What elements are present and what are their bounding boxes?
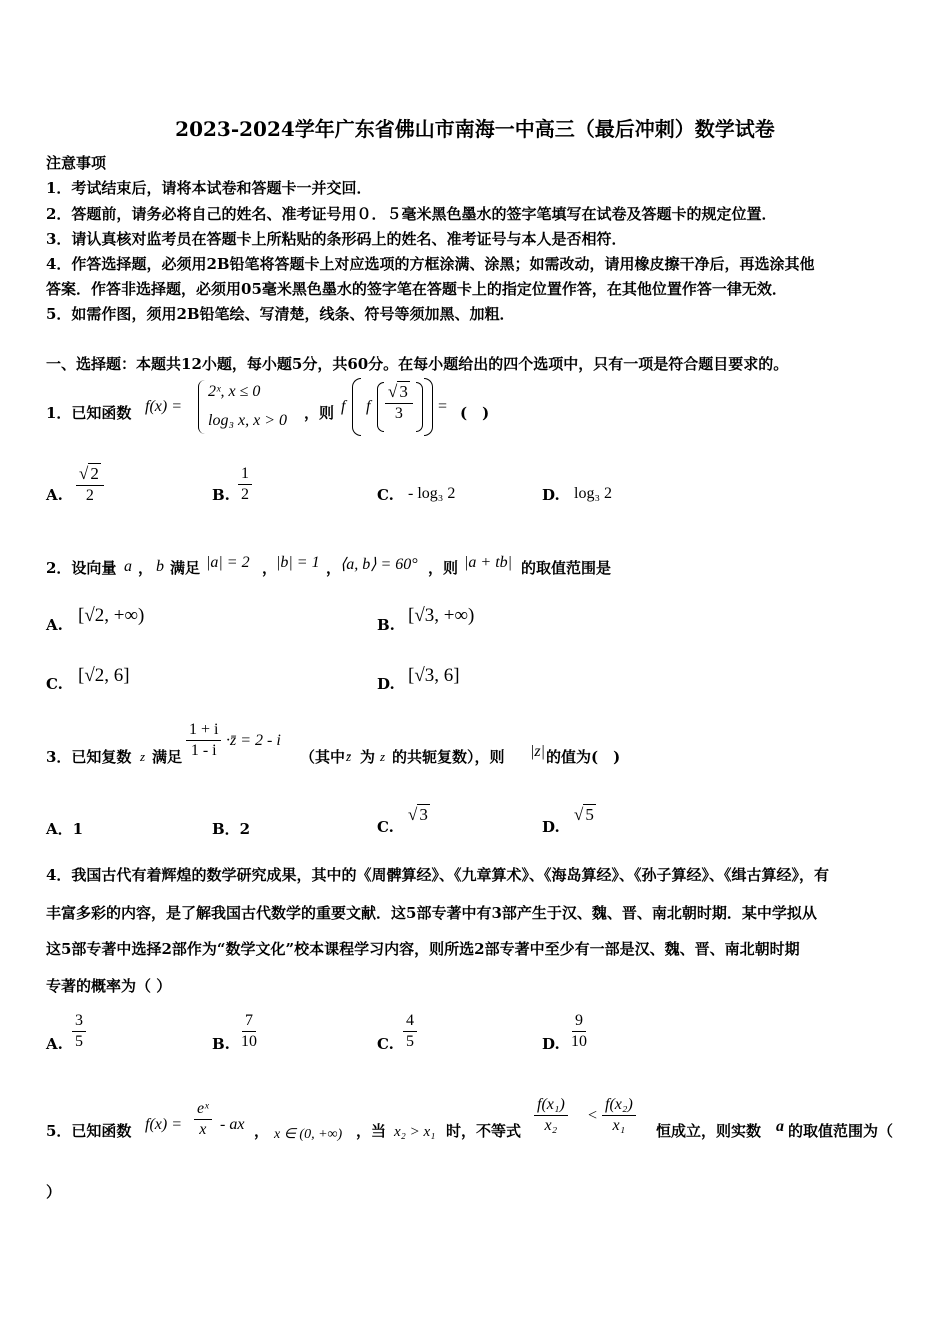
q1-sqrt-num: 3 — [399, 382, 408, 401]
q1-stem-start: 1．已知函数 — [46, 404, 132, 422]
q2-option-d-label: D. — [377, 675, 395, 693]
q2-stem-then: ，则 — [428, 559, 459, 577]
notice-item-3: 3．请认真核对监考员在答题卡上所粘贴的条形码上的姓名、准考证号与本人是否相符． — [46, 230, 627, 248]
q4-option-a-label: A. — [46, 1035, 63, 1053]
notice-item-4-cont: 答案．作答非选择题，必须用05毫米黑色墨水的签字笔在答题卡上的指定位置作答，在其他位置作答一律无效． — [46, 280, 787, 298]
q2-cond-1: |a| = 2 — [206, 554, 250, 571]
q5-frac-den: x — [199, 1121, 207, 1138]
q2-stem-cond: 满足 — [170, 559, 201, 577]
q5-domain: x ∈ (0, +∞) — [274, 1127, 343, 1142]
q4-option-b-label: B. — [212, 1035, 230, 1053]
q1-option-b-label: B. — [212, 486, 230, 504]
q1-paren-close — [424, 378, 433, 436]
q1-option-d-label: D. — [542, 486, 560, 504]
q1-option-a-label: A. — [46, 486, 63, 504]
q5-cond: x₂ > x₁ — [394, 1124, 436, 1140]
q1-case-2: log₃ x, x > 0 — [208, 412, 288, 429]
q3-equation-rest: ·z̄ = 2 - i — [226, 732, 281, 749]
q1-case-1: 2ˣ, x ≤ 0 — [208, 383, 261, 400]
q4-option-d-label: D. — [542, 1035, 560, 1053]
q2-option-a-label: A. — [46, 616, 63, 634]
q5-fx: f(x) = — [145, 1116, 182, 1133]
q2-vector-b: b — [156, 558, 164, 575]
q4-line-2: 丰富多彩的内容，是了解我国古代数学的重要文献．这5部专著中有3部产生于汉、魏、晋、南北朝时期．某中学拟从 — [46, 904, 817, 922]
q5-stem-ineq: 时，不等式 — [446, 1122, 522, 1140]
q2-stem-start: 2．设向量 — [46, 559, 117, 577]
q3-stem-paren: （其中 — [300, 748, 346, 766]
q5-lt: < — [588, 1107, 598, 1124]
q1-fraction: $\frac{√ 3}{3}$ — [385, 382, 413, 424]
q2-sep-3: ， — [326, 559, 342, 577]
q3-option-a: A．1 — [46, 820, 84, 838]
q4-line-1: 4．我国古代有着辉煌的数学研究成果，其中的《周髀算经》、《九章算术》、《海岛算经》、《孙子算经》、《缉古算经》，有 — [46, 866, 829, 884]
q3-frac-den: 1 - i — [190, 742, 217, 759]
notice-item-1: 1．考试结束后，请将本试卷和答题卡一并交回． — [46, 179, 372, 197]
q1-den: 3 — [394, 405, 403, 422]
q2-cond-3: ⟨a, b⟩ = 60° — [340, 556, 418, 573]
q5-close-paren: ） — [46, 1183, 62, 1201]
q2-stem-end: 的取值范围是 — [521, 559, 612, 577]
q3-zbar: z̄ — [346, 749, 352, 764]
q2-expr: |a + tb| — [464, 554, 513, 571]
q3-stem-start: 3．已知复数 — [46, 748, 132, 766]
q3-absz: |z| — [530, 743, 546, 760]
q1-f-inner: f — [366, 398, 371, 415]
q3-fraction — [186, 720, 221, 761]
section-heading: 一、选择题：本题共12小题，每小题5分，共60分。在每小题给出的四个选项中，只有一项是符合题目要求的。 — [46, 355, 789, 373]
q5-fraction — [194, 1099, 212, 1140]
q3-stem-end: 的值为( ) — [546, 748, 621, 766]
q3-frac-num: 1 + i — [186, 720, 221, 741]
q4-line-4: 专著的概率为（ ） — [46, 977, 172, 995]
q1-option-c-label: C. — [377, 486, 394, 504]
q4-option-c-label: C. — [377, 1035, 394, 1053]
q3-stem-wei: 为 — [360, 748, 376, 766]
q5-ineq-left: $\frac{\text{f(x₁)}}{\text{x₂}}$ — [534, 1095, 568, 1136]
q3-z: z — [140, 749, 146, 764]
q5-comma: ， — [254, 1122, 270, 1140]
q1-option-b: $\frac{1}{2}$ — [238, 464, 252, 505]
q2-cond-2: |b| = 1 — [276, 554, 320, 571]
q1-option-a: $\frac{√ 2}{2}$ — [76, 464, 104, 506]
q2-sep-2: ， — [262, 559, 278, 577]
q2-option-a: [√2, +∞) — [78, 605, 145, 626]
q1-stem-mid: ，则 — [304, 404, 335, 422]
q1-paren-open — [352, 378, 361, 436]
q5-minus-ax: - ax — [220, 1116, 245, 1133]
q4-option-b: $\frac{7}{10}$ — [241, 1012, 257, 1050]
q1-f-outer: f — [341, 398, 346, 415]
q5-a: a — [776, 1118, 784, 1135]
q3-stem-conj: 的共轭复数），则 — [392, 748, 505, 766]
notice-heading: 注意事项 — [46, 154, 107, 172]
q2-option-b: [√3, +∞) — [408, 605, 475, 626]
q2-option-c: [√2, 6] — [78, 665, 130, 686]
q5-stem-start: 5．已知函数 — [46, 1122, 132, 1140]
q2-option-b-label: B. — [377, 616, 395, 634]
q5-stem-const: 恒成立，则实数 — [656, 1122, 762, 1140]
q4-option-d: $\frac{9}{10}$ — [571, 1012, 587, 1050]
q4-option-c: $\frac{4}{5}$ — [403, 1011, 417, 1052]
q4-option-a: $\frac{3}{5}$ — [72, 1011, 86, 1052]
q3-option-b: B．2 — [212, 820, 251, 838]
q3-option-c-label: C. — [377, 818, 394, 836]
q1-brace — [198, 380, 205, 434]
q5-stem-end: 的取值范围为（ — [788, 1122, 894, 1140]
exam-title: 2023-2024学年广东省佛山市南海一中高三（最后冲刺）数学试卷 — [175, 117, 775, 141]
q2-vector-a: a — [124, 558, 132, 575]
q2-option-c-label: C. — [46, 675, 63, 693]
q5-stem-when: ，当 — [356, 1122, 387, 1140]
q1-paren-inner-close — [416, 382, 423, 432]
q1-paren-inner-open — [377, 382, 384, 432]
q1-option-c: - log₃ 2 — [408, 485, 456, 502]
q3-option-c: √ 3 — [408, 805, 428, 824]
q1-equals: = — [438, 398, 448, 415]
q2-sep: ， — [138, 559, 154, 577]
q1-fx: f(x) = — [145, 398, 182, 415]
notice-item-4: 4．作答选择题，必须用2B铅笔将答题卡上对应选项的方框涂满、涂黑；如需改动，请用橡皮擦干净后，再选涂其他 — [46, 255, 815, 273]
q3-option-d: √ 5 — [574, 805, 594, 824]
notice-item-5: 5．如需作图，须用2B铅笔绘、写清楚，线条、符号等须加黑、加粗． — [46, 305, 515, 323]
q5-frac-num: eˣ — [194, 1099, 212, 1120]
q5-ineq-right: $\frac{\text{f(x₂)}}{\text{x₁}}$ — [602, 1095, 636, 1136]
q3-z-2: z — [380, 749, 386, 764]
notice-item-2: 2．答题前，请务必将自己的姓名、准考证号用０．５毫米黑色墨水的签字笔填写在试卷及答题卡的规定位置． — [46, 205, 777, 223]
q2-option-d: [√3, 6] — [408, 665, 460, 686]
q1-option-d: log₃ 2 — [574, 485, 613, 502]
q1-blank: ( ) — [460, 404, 490, 422]
q3-stem-cond: 满足 — [152, 748, 183, 766]
q4-line-3: 这5部专著中选择2部作为“数学文化”校本课程学习内容，则所选2部专著中至少有一部是汉、魏、晋、南北朝时期 — [46, 940, 800, 958]
q3-option-d-label: D. — [542, 818, 560, 836]
